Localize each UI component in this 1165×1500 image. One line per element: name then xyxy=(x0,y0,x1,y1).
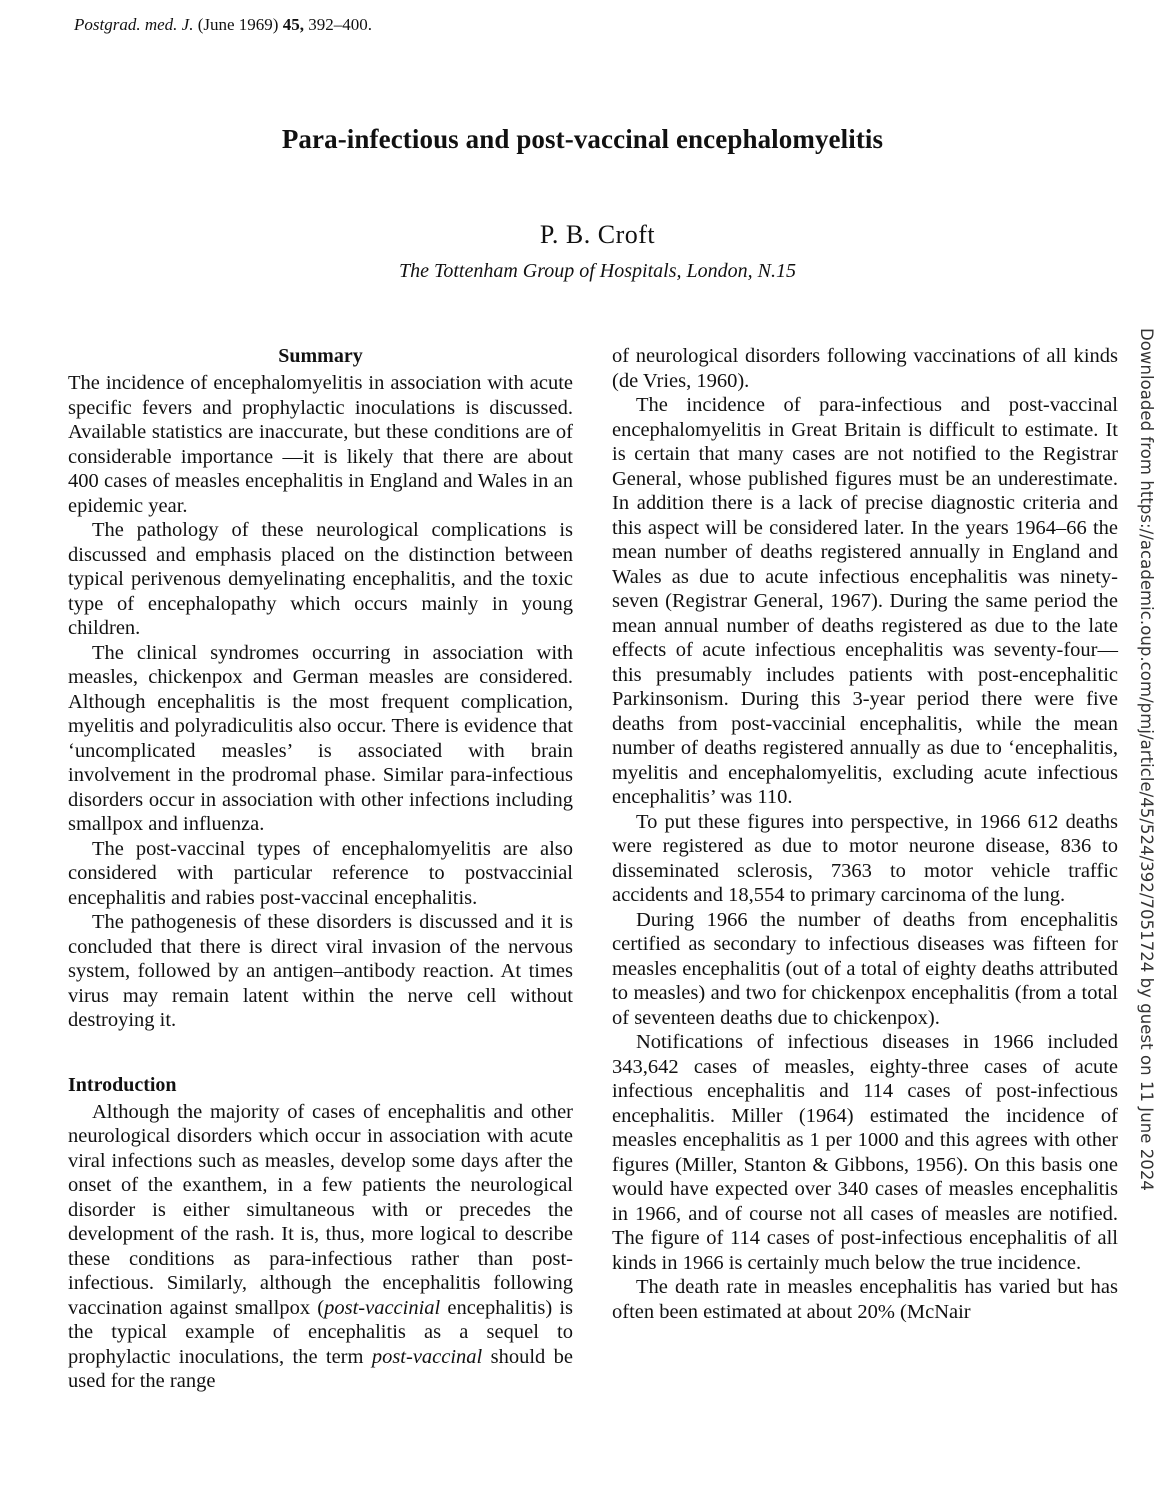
download-watermark xyxy=(1138,328,1156,1223)
journal-citation xyxy=(74,15,372,35)
journal-volume: 45, xyxy=(282,15,304,34)
journal-pages: 392–400. xyxy=(308,15,372,34)
summary-heading: Summary xyxy=(278,345,363,367)
journal-name: Postgrad. med. J. xyxy=(74,15,194,34)
summary-paragraph: The pathology of these neurological complications is discussed and emphasis placed on the distinction between typical perivenous demyelinating encephalitis, and the toxic type of encephalopathy which occurs mainly in young children. xyxy=(68,519,573,639)
intro-text-part: should be used for the range xyxy=(68,1345,573,1392)
introduction-heading: Introduction xyxy=(68,1073,177,1096)
body-paragraph: During 1966 the number of deaths from encephalitis certified as secondary to infectious diseases was fifteen for measles encephalitis (out of a total of eighty deaths attributed to measles) and two for chickenpox encephalitis (from a total of seventeen deaths due to chickenpox). xyxy=(612,908,1118,1029)
author-affiliation: The Tottenham Group of Hospitals, London, N.15 xyxy=(399,260,796,282)
left-column xyxy=(68,344,573,1394)
download-watermark-text: Downloaded from https://academic.oup.com/pmj/article/45/524/392/7051724 by guest on 11 June 2024 xyxy=(1137,328,1156,1191)
body-paragraph: of neurological disorders following vaccinations of all kinds (de Vries, 1960). xyxy=(612,345,1118,392)
intro-text-part: encephalitis) is the typical example of encephalitis as a sequel to prophylactic inoculations, the term xyxy=(68,1296,574,1368)
article-title: Para-infectious and post-vaccinal encephalomyelitis xyxy=(281,124,884,154)
journal-date: (June 1969) xyxy=(197,15,279,34)
intro-italic-term: post-vaccinal xyxy=(371,1345,483,1368)
intro-italic-term: post-vaccinial xyxy=(324,1296,441,1319)
author-name: P. B. Croft xyxy=(539,220,656,249)
body-paragraph: To put these figures into perspective, in 1966 612 deaths were registered as due to motor neurone disease, 836 to disseminated sclerosis, 7363 to motor vehicle traffic accidents and 18,554 to primary carcinoma of the lung. xyxy=(612,810,1118,906)
body-paragraph: The incidence of para-infectious and post-vaccinal encephalomyelitis in Great Britain is difficult to estimate. It is certain that many cases are not notified to the Registrar General, whose published figures must be an underestimate. In addition there is a lack of precise diagnostic criteria and this aspect will be considered later. In the years 1964–66 the mean number of deaths registered annually in England and Wales as due to acute infectious encephalitis was ninety-seven (Registrar General, 1967). During the same period the mean annual number of deaths registered as due to the late effects of acute infectious encephalitis was seventy-four—this presumably includes patients with post-encephalitic Parkinsonism. During this 3-year period there were five deaths from post-vaccinial encephalitis, while the mean number of deaths registered annually as due to ‘encephalitis, myelitis and encephalomyelitis, excluding acute infectious encephalitis’ was 110. xyxy=(612,394,1118,808)
right-column xyxy=(612,344,1118,1324)
summary-paragraph: The post-vaccinal types of encephalomyelitis are also considered with particular reference to postvaccinial encephalitis and rabies post-vaccinal encephalitis. xyxy=(68,837,573,909)
summary-paragraph: The pathogenesis of these disorders is discussed and it is concluded that there is direct viral invasion of the nervous system, followed by an antigen–antibody reaction. At times virus may remain latent within the nerve cell without destroying it. xyxy=(68,911,573,1031)
body-paragraph: Notifications of infectious diseases in 1966 included 343,642 cases of measles, eighty-three cases of acute infectious encephalitis and 114 cases of post-infectious encephalitis. Miller (1964) estimated the incidence of measles encephalitis as 1 per 1000 and this agrees with other figures (Miller, Stanton & Gibbons, 1956). On this basis one would have expected over 340 cases of measles encephalitis in 1966, and of course not all cases of measles are notified. The figure of 114 cases of post-infectious encephalitis of all kinds in 1966 is certainly much below the true incidence. xyxy=(612,1031,1118,1274)
introduction-paragraph xyxy=(68,1100,573,1394)
intro-text-part: Although the majority of cases of encephalitis and other neurological disorders which occur in association with acute viral infections such as measles, develop some days after the onset of the exanthem, in a few patients the neurological disorder is either simultaneous with or precedes the development of the rash. It is, thus, more logical to describe these conditions as para-infectious rather than post-infectious. Similarly, although the encephalitis following vaccination against smallpox ( xyxy=(68,1100,573,1319)
body-paragraph: The death rate in measles encephalitis has varied but has often been estimated at about 20% (McNair xyxy=(612,1276,1118,1323)
summary-paragraph: The clinical syndromes occurring in association with measles, chickenpox and German measles are considered. Although encephalitis is the most frequent complication, myelitis and polyradiculitis also occur. There is evidence that ‘uncomplicated measles’ is associated with brain involvement in the prodromal phase. Similar para-infectious disorders occur in association with other infections including smallpox and influenza. xyxy=(68,641,573,835)
summary-paragraph: The incidence of encephalomyelitis in association with acute specific fevers and prophylactic inoculations is discussed. Available statistics are inaccurate, but these conditions are of considerable importance —it is likely that there are about 400 cases of measles encephalitis in England and Wales in an epidemic year. xyxy=(68,372,573,517)
